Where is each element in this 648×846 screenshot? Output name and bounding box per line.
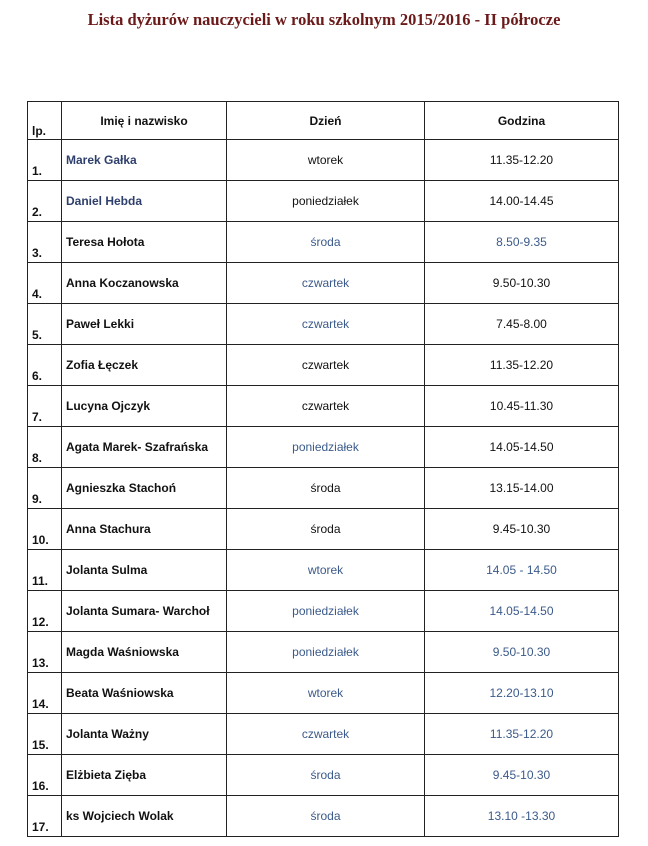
row-name: Daniel Hebda [62, 181, 227, 222]
row-lp: 17. [28, 796, 62, 837]
table-header-row [28, 102, 619, 140]
row-hour: 9.50-10.30 [425, 632, 619, 673]
row-hour: 13.10 -13.30 [425, 796, 619, 837]
header-lp: lp. [28, 102, 62, 140]
row-hour: 14.05-14.50 [425, 591, 619, 632]
row-name: Anna Stachura [62, 509, 227, 550]
table-row [28, 591, 619, 632]
row-hour: 7.45-8.00 [425, 304, 619, 345]
row-day: wtorek [227, 550, 425, 591]
table-row [28, 550, 619, 591]
row-lp: 5. [28, 304, 62, 345]
row-hour: 12.20-13.10 [425, 673, 619, 714]
duty-table [27, 101, 619, 837]
table-row [28, 263, 619, 304]
row-lp: 11. [28, 550, 62, 591]
row-lp: 10. [28, 509, 62, 550]
row-day: środa [227, 755, 425, 796]
row-lp: 16. [28, 755, 62, 796]
row-day: środa [227, 222, 425, 263]
row-name: Jolanta Sumara- Warchoł [62, 591, 227, 632]
row-lp: 1. [28, 140, 62, 181]
row-lp: 2. [28, 181, 62, 222]
row-name: Paweł Lekki [62, 304, 227, 345]
row-name: Jolanta Ważny [62, 714, 227, 755]
table-row [28, 632, 619, 673]
row-day: czwartek [227, 386, 425, 427]
row-name: Marek Gałka [62, 140, 227, 181]
row-lp: 3. [28, 222, 62, 263]
row-name: Zofia Łęczek [62, 345, 227, 386]
row-day: poniedziałek [227, 632, 425, 673]
row-name: Beata Waśniowska [62, 673, 227, 714]
row-name: Magda Waśniowska [62, 632, 227, 673]
row-hour: 9.45-10.30 [425, 509, 619, 550]
row-hour: 8.50-9.35 [425, 222, 619, 263]
row-lp: 15. [28, 714, 62, 755]
row-day: czwartek [227, 345, 425, 386]
row-day: poniedziałek [227, 591, 425, 632]
row-day: czwartek [227, 304, 425, 345]
row-name: Jolanta Sulma [62, 550, 227, 591]
row-name: Lucyna Ojczyk [62, 386, 227, 427]
table-row [28, 673, 619, 714]
table-row [28, 304, 619, 345]
row-lp: 12. [28, 591, 62, 632]
row-name: Elżbieta Zięba [62, 755, 227, 796]
row-day: poniedziałek [227, 427, 425, 468]
row-hour: 10.45-11.30 [425, 386, 619, 427]
row-hour: 14.05-14.50 [425, 427, 619, 468]
row-day: środa [227, 509, 425, 550]
table-row [28, 755, 619, 796]
row-day: środa [227, 468, 425, 509]
row-hour: 14.05 - 14.50 [425, 550, 619, 591]
table-row [28, 468, 619, 509]
row-day: poniedziałek [227, 181, 425, 222]
row-lp: 6. [28, 345, 62, 386]
table-row [28, 345, 619, 386]
row-lp: 8. [28, 427, 62, 468]
table-row [28, 181, 619, 222]
row-hour: 11.35-12.20 [425, 714, 619, 755]
table-row [28, 427, 619, 468]
row-hour: 11.35-12.20 [425, 345, 619, 386]
row-day: wtorek [227, 673, 425, 714]
document-title: Lista dyżurów nauczycieli w roku szkolnym 2015/2016 - II półrocze [87, 10, 561, 29]
row-hour: 9.45-10.30 [425, 755, 619, 796]
table-row [28, 509, 619, 550]
row-hour: 14.00-14.45 [425, 181, 619, 222]
row-name: Teresa Hołota [62, 222, 227, 263]
row-lp: 14. [28, 673, 62, 714]
row-lp: 9. [28, 468, 62, 509]
header-name: Imię i nazwisko [62, 102, 227, 140]
header-hour: Godzina [425, 102, 619, 140]
row-day: czwartek [227, 714, 425, 755]
table-row [28, 140, 619, 181]
row-name: Agnieszka Stachoń [62, 468, 227, 509]
table-row [28, 796, 619, 837]
row-hour: 13.15-14.00 [425, 468, 619, 509]
row-day: środa [227, 796, 425, 837]
row-day: wtorek [227, 140, 425, 181]
row-hour: 11.35-12.20 [425, 140, 619, 181]
table-row [28, 222, 619, 263]
table-row [28, 386, 619, 427]
row-day: czwartek [227, 263, 425, 304]
row-lp: 13. [28, 632, 62, 673]
row-lp: 7. [28, 386, 62, 427]
row-name: ks Wojciech Wolak [62, 796, 227, 837]
row-name: Agata Marek- Szafrańska [62, 427, 227, 468]
row-lp: 4. [28, 263, 62, 304]
header-day: Dzień [227, 102, 425, 140]
table-row [28, 714, 619, 755]
row-name: Anna Koczanowska [62, 263, 227, 304]
row-hour: 9.50-10.30 [425, 263, 619, 304]
